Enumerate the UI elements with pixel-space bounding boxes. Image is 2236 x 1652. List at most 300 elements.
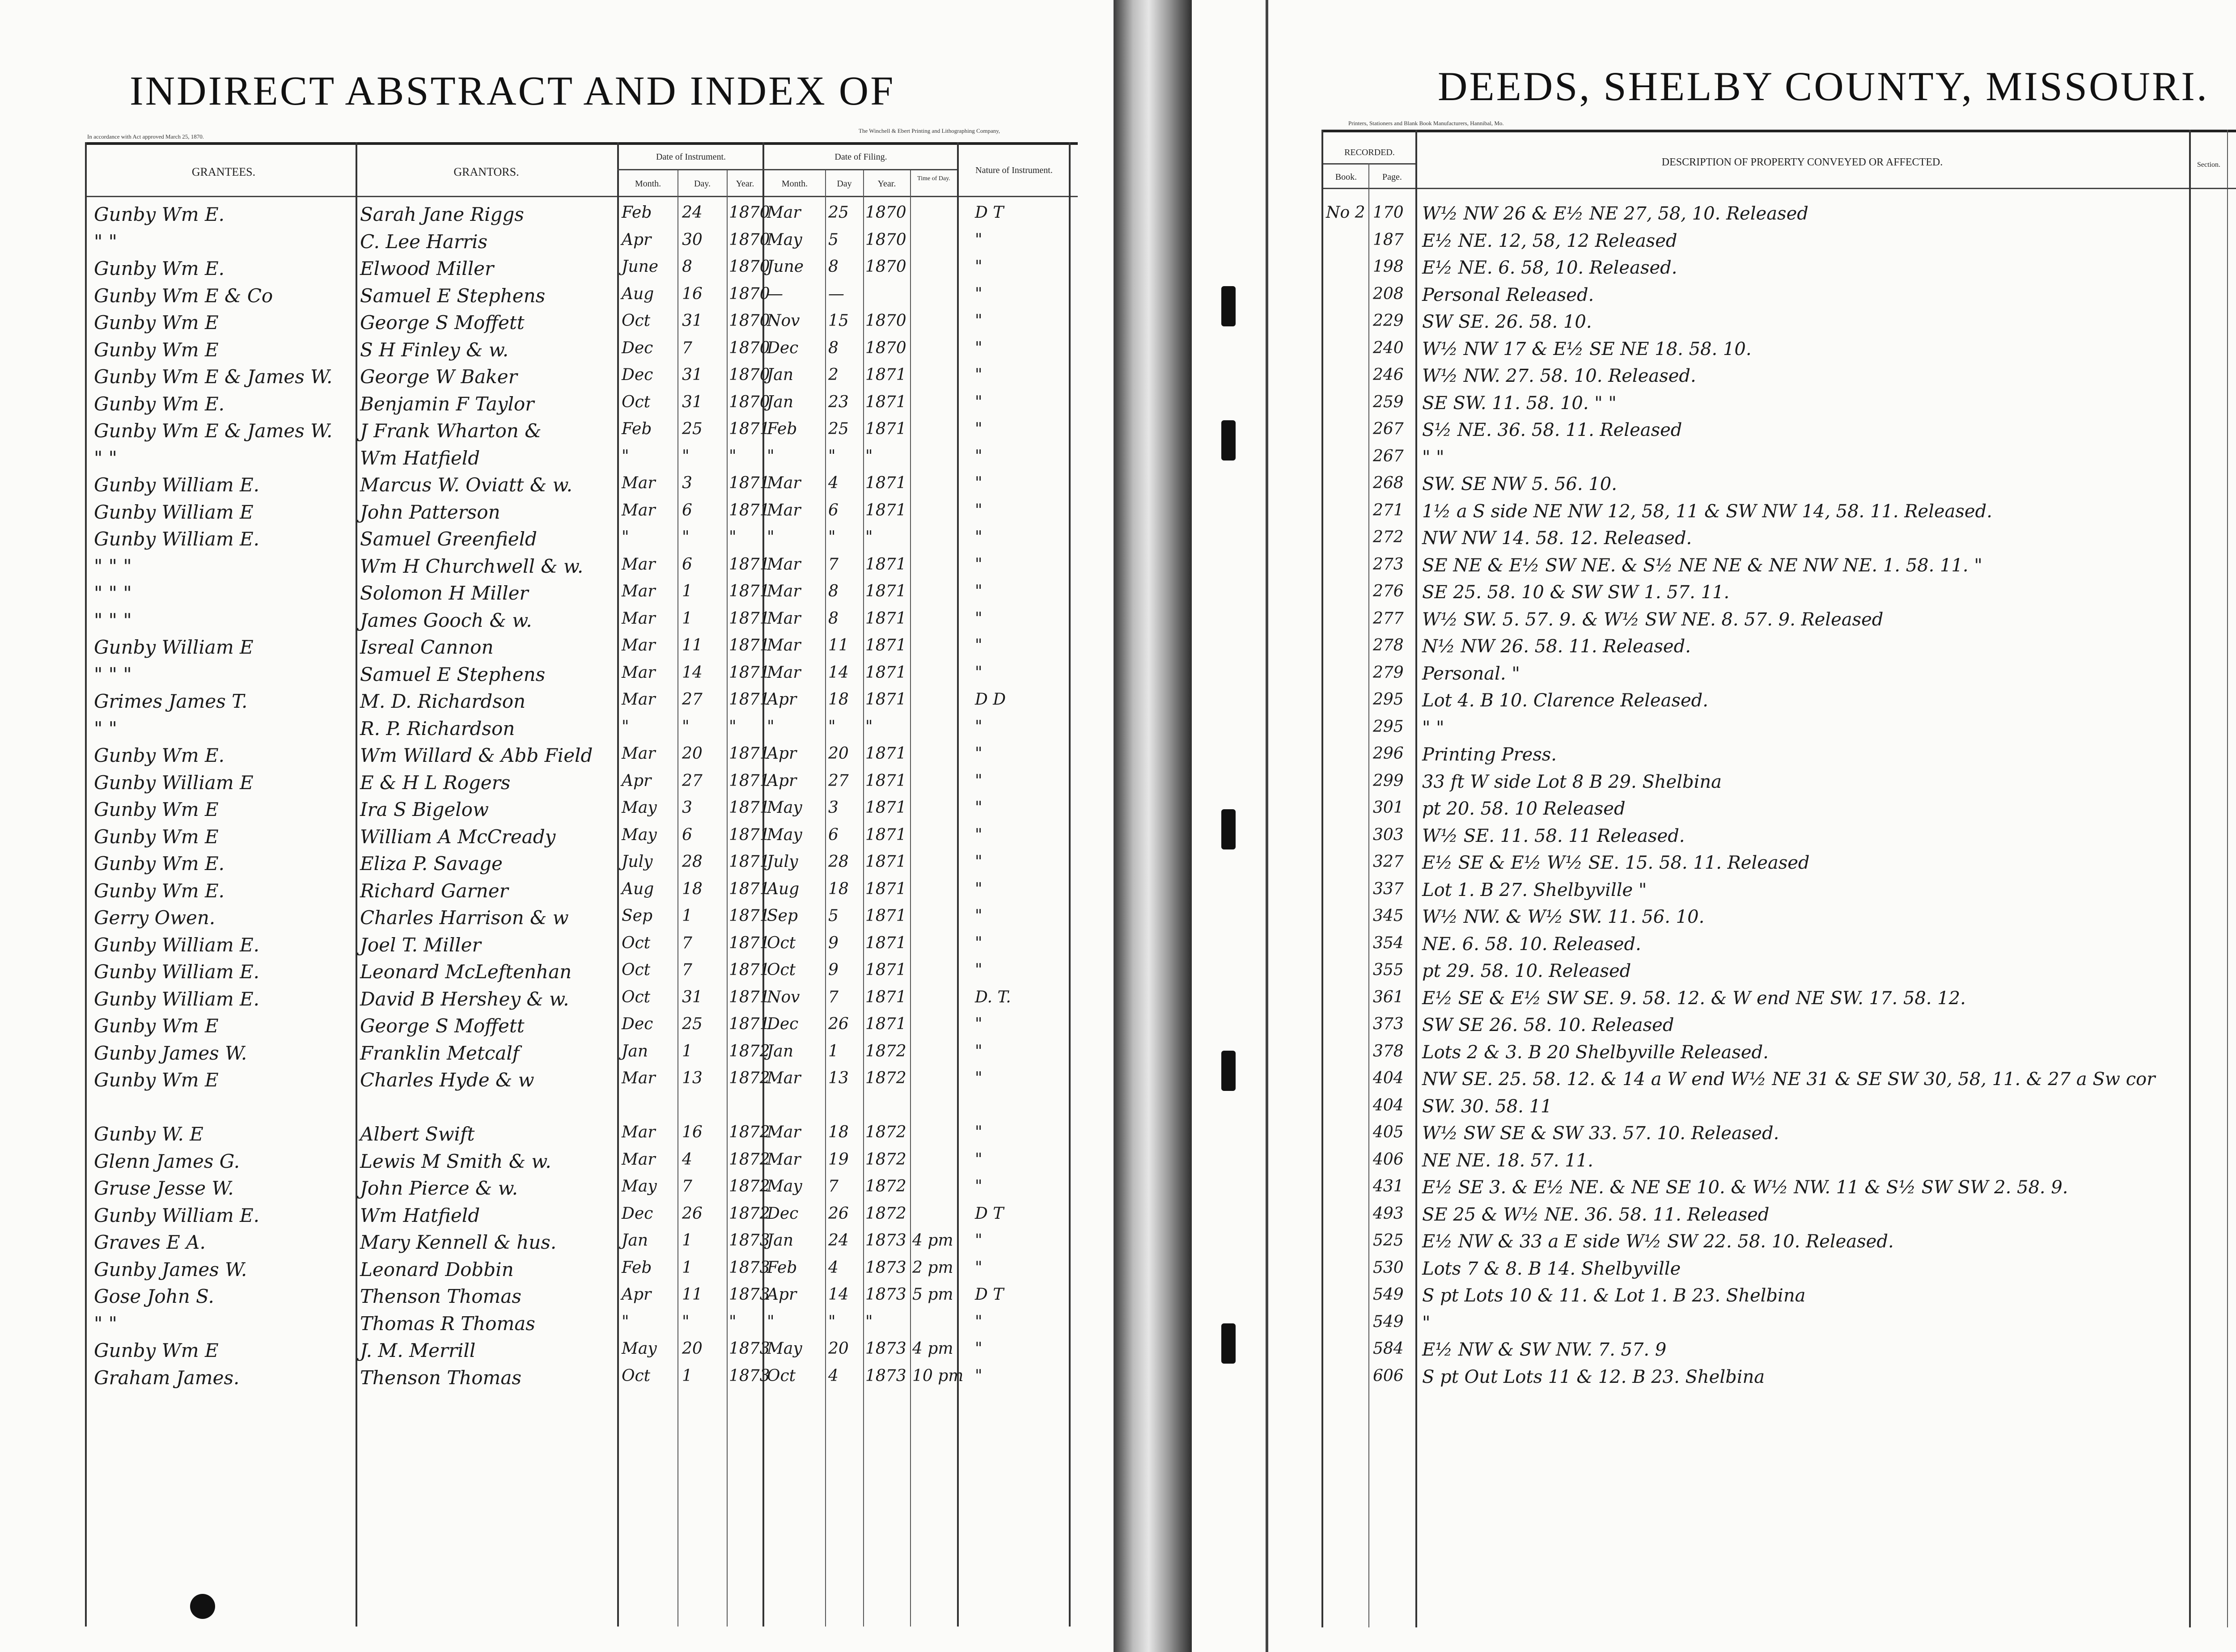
page-cell: 273 <box>1373 555 1404 574</box>
filing-month-cell: June <box>767 258 804 276</box>
filing-month-cell: May <box>767 1339 802 1358</box>
filing-year-cell: 1870 <box>865 230 906 249</box>
instrument-day-cell: 27 <box>682 690 703 709</box>
instrument-year-cell: 1872 <box>729 1042 770 1060</box>
instrument-year-cell: 1873 <box>729 1285 770 1304</box>
instrument-day-cell: 13 <box>682 1069 703 1087</box>
filing-year-cell: 1871 <box>865 1015 906 1033</box>
grantor-cell: Wm Hatfield <box>360 1204 480 1226</box>
nature-cell: " <box>975 447 982 465</box>
description-cell: SE 25 & W½ NE. 36. 58. 11. Released <box>1422 1204 1770 1225</box>
nature-cell: " <box>975 1366 982 1385</box>
page-cell: 373 <box>1373 1015 1404 1033</box>
filing-year-header: Year. <box>877 179 896 189</box>
description-cell: " <box>1422 1312 1431 1333</box>
filing-month-cell: Apr <box>767 690 797 709</box>
page-header: Page. <box>1382 172 1402 182</box>
filing-day-cell: 26 <box>828 1204 849 1223</box>
filing-day-cell: 20 <box>828 1339 849 1358</box>
grantor-cell: Richard Garner <box>360 879 508 902</box>
instrument-year-cell: " <box>729 447 737 465</box>
instrument-day-cell: 25 <box>682 1015 703 1033</box>
instrument-day-cell: 7 <box>682 1177 692 1196</box>
filing-year-cell: 1871 <box>865 663 906 682</box>
instrument-year-cell: " <box>729 1312 737 1331</box>
grantee-cell: Gunby William E. <box>94 961 260 983</box>
instrument-year-cell: 1870 <box>729 338 770 357</box>
description-cell: W½ NW. & W½ SW. 11. 56. 10. <box>1422 907 1705 927</box>
grantee-cell: Gunby Wm E & James W. <box>94 366 333 388</box>
instrument-year-cell: 1870 <box>729 230 770 249</box>
filing-year-cell: 1871 <box>865 825 906 844</box>
page-cell: 355 <box>1373 961 1404 979</box>
time-of-day-cell: 10 pm <box>912 1366 964 1385</box>
filing-day-cell: 4 <box>828 1366 838 1385</box>
page-cell: 246 <box>1373 366 1404 384</box>
description-cell: W½ NW. 27. 58. 10. Released. <box>1422 366 1696 386</box>
grantee-cell: " " <box>94 1312 117 1335</box>
nature-cell: " <box>975 1312 982 1331</box>
filing-month-cell: Apr <box>767 771 797 790</box>
description-cell: E½ NW & 33 a E side W½ SW 22. 58. 10. Released. <box>1422 1231 1894 1252</box>
right-page-title: DEEDS, SHELBY COUNTY, MISSOURI. <box>1438 63 2209 109</box>
instrument-month-cell: Oct <box>622 312 651 330</box>
page-cell: 267 <box>1373 420 1404 438</box>
filing-day-cell: 18 <box>828 1123 849 1141</box>
instrument-year-cell: 1871 <box>729 420 770 438</box>
instrument-year-cell: 1873 <box>729 1339 770 1358</box>
filing-day-cell: 11 <box>828 636 849 655</box>
grantee-cell: Gunby William E. <box>94 528 260 550</box>
nature-cell: " <box>975 582 982 600</box>
instrument-month-cell: Jan <box>622 1042 648 1060</box>
binder-slot <box>1221 420 1236 461</box>
instrument-day-cell: " <box>682 717 690 736</box>
grantor-cell: Franklin Metcalf <box>360 1042 520 1064</box>
filing-day-cell: 18 <box>828 879 849 898</box>
instrument-day-cell: 31 <box>682 312 703 330</box>
instrument-day-cell: 3 <box>682 799 692 817</box>
instrument-year-cell: 1871 <box>729 663 770 682</box>
instrument-year-cell: 1872 <box>729 1177 770 1196</box>
page-cell: 198 <box>1373 258 1404 276</box>
filing-month-cell: May <box>767 230 802 249</box>
description-cell: Personal. " <box>1422 663 1520 684</box>
instrument-month-cell: Dec <box>622 1204 653 1223</box>
instrument-month-cell: Feb <box>622 1258 652 1277</box>
filing-year-cell: 1871 <box>865 690 906 709</box>
filing-year-cell: 1871 <box>865 609 906 628</box>
filing-day-cell: 25 <box>828 420 849 438</box>
grantor-cell: Samuel E Stephens <box>360 663 546 685</box>
grantor-cell: M. D. Richardson <box>360 690 526 712</box>
filing-day-cell: 7 <box>828 988 838 1006</box>
page-cell: 549 <box>1373 1312 1404 1331</box>
filing-year-cell: 1872 <box>865 1042 906 1060</box>
grantee-cell: Grimes James T. <box>94 690 248 712</box>
filing-month-cell: Jan <box>767 1231 794 1250</box>
grantee-cell: Gunby Wm E. <box>94 393 224 415</box>
grantee-cell: Gunby Wm E. <box>94 203 224 225</box>
year-header: Year. <box>736 179 754 189</box>
instrument-month-cell: Jan <box>622 1231 648 1250</box>
instrument-month-cell: Apr <box>622 230 652 249</box>
grantee-cell: Gunby Wm E. <box>94 853 224 875</box>
page-cell: 278 <box>1373 636 1404 655</box>
description-cell: S½ NE. 36. 58. 11. Released <box>1422 420 1682 440</box>
page-cell: 170 <box>1373 203 1404 222</box>
instrument-day-cell: 27 <box>682 771 703 790</box>
instrument-month-cell: Mar <box>622 582 656 600</box>
filing-month-cell: Mar <box>767 663 801 682</box>
filing-year-cell: 1871 <box>865 799 906 817</box>
filing-year-cell: 1871 <box>865 961 906 979</box>
left-ledger-page <box>0 0 1114 1652</box>
grantee-cell: Gunby William E. <box>94 474 260 496</box>
instrument-day-cell: 8 <box>682 258 692 276</box>
filing-month-cell: Apr <box>767 1285 797 1304</box>
instrument-day-cell: 20 <box>682 744 703 763</box>
description-cell: SW. SE NW 5. 56. 10. <box>1422 474 1617 494</box>
page-cell: 493 <box>1373 1204 1404 1223</box>
description-cell: E½ SE 3. & E½ NE. & NE SE 10. & W½ NW. 11 & S½ SW SW 2. 58. 9. <box>1422 1177 2068 1198</box>
instrument-month-cell: Dec <box>622 366 653 384</box>
page-cell: 240 <box>1373 338 1404 357</box>
instrument-year-cell: 1872 <box>729 1150 770 1169</box>
filing-day-cell: " <box>828 1312 836 1331</box>
filing-year-cell: " <box>865 717 873 736</box>
filing-year-cell: 1871 <box>865 555 906 574</box>
filing-month-cell: May <box>767 825 802 844</box>
instrument-year-cell: 1873 <box>729 1366 770 1385</box>
printer-note-right: Printers, Stationers and Blank Book Manufacturers, Hannibal, Mo. <box>1348 120 1504 127</box>
instrument-month-cell: Dec <box>622 338 653 357</box>
instrument-day-cell: 31 <box>682 393 703 411</box>
grantee-cell: Gunby William E <box>94 636 254 658</box>
instrument-day-cell: 3 <box>682 474 692 492</box>
filing-month-cell: July <box>767 853 798 871</box>
filing-year-cell: 1871 <box>865 393 906 411</box>
grantor-cell: Thomas R Thomas <box>360 1312 535 1335</box>
filing-day-cell: 8 <box>828 609 838 628</box>
nature-cell: " <box>975 934 982 952</box>
page-cell: 404 <box>1373 1069 1404 1087</box>
instrument-day-cell: 11 <box>682 636 703 655</box>
filing-year-cell: 1871 <box>865 474 906 492</box>
right-ledger-page <box>1192 0 2236 1652</box>
description-cell: NW SE. 25. 58. 12. & 14 a W end W½ NE 31 & SE SW 30, 58, 11. & 27 a Sw cor <box>1422 1069 2156 1090</box>
instrument-month-cell: Mar <box>622 1150 656 1169</box>
instrument-month-cell: Oct <box>622 934 651 952</box>
filing-year-cell: 1872 <box>865 1177 906 1196</box>
instrument-year-cell: 1870 <box>729 258 770 276</box>
binder-slot <box>1221 809 1236 849</box>
time-of-day-cell: 4 pm <box>912 1339 953 1358</box>
instrument-day-cell: 7 <box>682 934 692 952</box>
description-cell: 33 ft W side Lot 8 B 29. Shelbina <box>1422 771 1722 792</box>
instrument-month-cell: " <box>622 447 629 465</box>
instrument-month-cell: May <box>622 1177 657 1196</box>
instrument-day-cell: 1 <box>682 1366 692 1385</box>
instrument-month-cell: May <box>622 799 657 817</box>
filing-day-cell: 8 <box>828 258 838 276</box>
instrument-month-cell: Mar <box>622 1123 656 1141</box>
grantee-cell: Gose John S. <box>94 1285 214 1307</box>
instrument-day-cell: 24 <box>682 203 703 222</box>
instrument-month-cell: May <box>622 825 657 844</box>
grantor-cell: Leonard McLeftenhan <box>360 961 572 983</box>
instrument-year-cell: 1872 <box>729 1123 770 1141</box>
nature-header: Nature of Instrument. <box>975 165 1053 175</box>
filing-day-cell: 9 <box>828 934 838 952</box>
instrument-year-cell: 1871 <box>729 609 770 628</box>
grantee-cell: Graham James. <box>94 1366 240 1389</box>
instrument-day-cell: 7 <box>682 961 692 979</box>
filing-month-cell: Mar <box>767 501 801 520</box>
time-of-day-cell: 2 pm <box>912 1258 953 1277</box>
instrument-day-cell: 1 <box>682 582 692 600</box>
nature-cell: " <box>975 1015 982 1033</box>
description-cell: W½ SW. 5. 57. 9. & W½ SW NE. 8. 57. 9. Released <box>1422 609 1884 630</box>
description-cell: " " <box>1422 717 1444 738</box>
filing-month-cell: Dec <box>767 338 799 357</box>
nature-cell: " <box>975 474 982 492</box>
instrument-month-cell: Apr <box>622 771 652 790</box>
filing-day-header: Day <box>837 179 852 189</box>
time-of-day-cell: 5 pm <box>912 1285 953 1304</box>
description-cell: E½ NE. 6. 58, 10. Released. <box>1422 258 1677 278</box>
description-cell: NE. 6. 58. 10. Released. <box>1422 934 1641 955</box>
instrument-month-cell: Mar <box>622 663 656 682</box>
grantor-cell: J Frank Wharton & <box>360 420 542 442</box>
month-header: Month. <box>635 179 661 189</box>
page-cell: 327 <box>1373 853 1404 871</box>
instrument-year-cell: 1870 <box>729 366 770 384</box>
filing-day-cell: " <box>828 717 836 736</box>
filing-month-cell: Mar <box>767 636 801 655</box>
nature-cell: " <box>975 1339 982 1358</box>
instrument-year-cell: 1871 <box>729 961 770 979</box>
filing-day-cell: 7 <box>828 1177 838 1196</box>
instrument-day-cell: 14 <box>682 663 703 682</box>
page-cell: 296 <box>1373 744 1404 763</box>
nature-cell: " <box>975 555 982 574</box>
instrument-month-cell: " <box>622 1312 629 1331</box>
filing-year-cell: 1872 <box>865 1069 906 1087</box>
filing-year-cell: 1871 <box>865 771 906 790</box>
filing-year-cell: 1870 <box>865 258 906 276</box>
filing-day-cell: 3 <box>828 799 838 817</box>
instrument-month-cell: Aug <box>622 879 654 898</box>
filing-day-cell: 26 <box>828 1015 849 1033</box>
instrument-year-cell: 1872 <box>729 1204 770 1223</box>
description-cell: pt 20. 58. 10 Released <box>1422 799 1626 819</box>
filing-month-cell: — <box>767 284 783 303</box>
filing-month-cell: Oct <box>767 1366 796 1385</box>
filing-day-cell: 14 <box>828 663 849 682</box>
instrument-day-cell: " <box>682 1312 690 1331</box>
filing-month-cell: Mar <box>767 1069 801 1087</box>
page-cell: 303 <box>1373 825 1404 844</box>
grantor-cell: Solomon H Miller <box>360 582 529 604</box>
instrument-year-cell: 1871 <box>729 853 770 871</box>
grantor-cell: Lewis M Smith & w. <box>360 1150 551 1172</box>
binder-slot <box>1221 1051 1236 1091</box>
filing-month-cell: Dec <box>767 1015 799 1033</box>
instrument-year-cell: 1873 <box>729 1231 770 1250</box>
grantor-cell: Thenson Thomas <box>360 1366 521 1389</box>
nature-cell: D. T. <box>975 988 1011 1006</box>
instrument-day-cell: 20 <box>682 1339 703 1358</box>
grantee-cell: " " <box>94 447 117 469</box>
filing-year-cell: " <box>865 447 873 465</box>
nature-cell: " <box>975 1042 982 1060</box>
description-cell: W½ NW 17 & E½ SE NE 18. 58. 10. <box>1422 338 1752 359</box>
filing-day-cell: 20 <box>828 744 849 763</box>
nature-cell: D T <box>975 1285 1004 1304</box>
instrument-day-cell: 31 <box>682 366 703 384</box>
filing-month-cell: " <box>767 447 775 465</box>
nature-cell: " <box>975 1231 982 1250</box>
grantee-cell: " " " <box>94 582 132 604</box>
page-cell: 279 <box>1373 663 1404 682</box>
instrument-month-cell: Mar <box>622 555 656 574</box>
nature-cell: " <box>975 663 982 682</box>
instrument-month-cell: Sep <box>622 907 653 925</box>
filing-month-cell: Mar <box>767 582 801 600</box>
page-cell: 295 <box>1373 690 1404 709</box>
filing-month-cell: Feb <box>767 420 797 438</box>
book-header: Book. <box>1335 172 1357 182</box>
grantee-cell: Gunby William E. <box>94 934 260 956</box>
instrument-year-cell: 1871 <box>729 501 770 520</box>
description-cell: E½ NW & SW NW. 7. 57. 9 <box>1422 1339 1667 1360</box>
filing-month-cell: Mar <box>767 203 801 222</box>
nature-cell: " <box>975 420 982 438</box>
description-cell: NE NE. 18. 57. 11. <box>1422 1150 1593 1171</box>
page-cell: 378 <box>1373 1042 1404 1060</box>
filing-month-cell: Mar <box>767 1123 801 1141</box>
instrument-year-cell: 1871 <box>729 636 770 655</box>
filing-month-cell: Jan <box>767 366 794 384</box>
filing-year-cell: 1873 <box>865 1285 906 1304</box>
grantee-cell: Gunby Wm E <box>94 825 219 848</box>
grantee-cell: Gunby Wm E <box>94 338 219 361</box>
nature-cell: " <box>975 744 982 763</box>
instrument-day-cell: 28 <box>682 853 703 871</box>
instrument-year-cell: 1871 <box>729 907 770 925</box>
filing-month-cell: Dec <box>767 1204 799 1223</box>
filing-day-cell: " <box>828 447 836 465</box>
filing-year-cell: 1871 <box>865 582 906 600</box>
instrument-year-cell: 1871 <box>729 879 770 898</box>
instrument-month-cell: Mar <box>622 609 656 628</box>
filing-month-cell: Oct <box>767 961 796 979</box>
filing-year-cell: 1871 <box>865 636 906 655</box>
filing-day-cell: 23 <box>828 393 849 411</box>
instrument-year-cell: 1873 <box>729 1258 770 1277</box>
nature-cell: " <box>975 284 982 303</box>
grantee-cell: Gunby James W. <box>94 1258 247 1280</box>
filing-year-cell: 1871 <box>865 744 906 763</box>
instrument-day-cell: 1 <box>682 1042 692 1060</box>
grantee-cell: " " <box>94 717 117 739</box>
instrument-year-cell: 1871 <box>729 1015 770 1033</box>
filing-day-cell: 5 <box>828 230 838 249</box>
nature-cell: " <box>975 799 982 817</box>
filing-year-cell: 1871 <box>865 366 906 384</box>
filing-month-cell: Oct <box>767 934 796 952</box>
description-header: DESCRIPTION OF PROPERTY CONVEYED OR AFFECTED. <box>1661 156 1943 168</box>
binder-slot <box>1221 1323 1236 1364</box>
description-cell: E½ SE & E½ W½ SE. 15. 58. 11. Released <box>1422 853 1810 873</box>
filing-day-cell: 4 <box>828 1258 838 1277</box>
nature-cell: " <box>975 366 982 384</box>
nature-cell: " <box>975 961 982 979</box>
grantee-cell: Gunby Wm E. <box>94 879 224 902</box>
instrument-month-cell: Mar <box>622 501 656 520</box>
instrument-month-cell: Mar <box>622 1069 656 1087</box>
description-cell: W½ SE. 11. 58. 11 Released. <box>1422 825 1685 846</box>
instrument-day-cell: 31 <box>682 988 703 1006</box>
page-cell: 272 <box>1373 528 1404 546</box>
printer-note-left: The Winchell & Ebert Printing and Lithographing Company, <box>859 127 1000 134</box>
description-cell: " " <box>1422 447 1444 468</box>
description-cell: Lot 4. B 10. Clarence Released. <box>1422 690 1708 711</box>
grantor-cell: Eliza P. Savage <box>360 853 503 875</box>
instrument-year-cell: 1872 <box>729 1069 770 1087</box>
grantor-cell: Wm Hatfield <box>360 447 480 469</box>
filing-year-cell: 1873 <box>865 1258 906 1277</box>
nature-cell: " <box>975 1069 982 1087</box>
grantor-cell: Joel T. Miller <box>360 934 481 956</box>
grantor-cell: Isreal Cannon <box>360 636 494 658</box>
instrument-year-cell: 1871 <box>729 555 770 574</box>
grantor-cell: Wm Willard & Abb Field <box>360 744 593 766</box>
description-cell: Lots 7 & 8. B 14. Shelbyville <box>1422 1258 1681 1279</box>
instrument-year-cell: 1870 <box>729 312 770 330</box>
instrument-day-cell: 1 <box>682 609 692 628</box>
nature-cell: " <box>975 717 982 736</box>
grantor-cell: George W Baker <box>360 366 517 388</box>
time-of-day-cell: 4 pm <box>912 1231 953 1250</box>
page-cell: 584 <box>1373 1339 1404 1358</box>
grantor-cell: Thenson Thomas <box>360 1285 521 1307</box>
instrument-month-cell: Apr <box>622 1285 652 1304</box>
instrument-day-cell: 6 <box>682 555 692 574</box>
nature-cell: " <box>975 609 982 628</box>
grantor-cell: Samuel E Stephens <box>360 284 546 307</box>
instrument-month-cell: " <box>622 528 629 546</box>
book-cell: No 2 <box>1326 203 1365 222</box>
nature-cell: " <box>975 879 982 898</box>
page-cell: 405 <box>1373 1123 1404 1141</box>
filing-day-cell: 7 <box>828 555 838 574</box>
filing-month-cell: Jan <box>767 1042 794 1060</box>
filing-month-cell: Jan <box>767 393 794 411</box>
instrument-day-cell: 26 <box>682 1204 703 1223</box>
instrument-month-cell: Oct <box>622 961 651 979</box>
page-cell: 299 <box>1373 771 1404 790</box>
instrument-day-cell: 16 <box>682 1123 703 1141</box>
page-cell: 267 <box>1373 447 1404 465</box>
section-header: Section. <box>2197 161 2220 169</box>
nature-cell: " <box>975 1123 982 1141</box>
filing-month-cell: " <box>767 717 775 736</box>
filing-day-cell: 2 <box>828 366 838 384</box>
filing-year-cell: 1872 <box>865 1150 906 1169</box>
description-cell: NW NW 14. 58. 12. Released. <box>1422 528 1692 549</box>
